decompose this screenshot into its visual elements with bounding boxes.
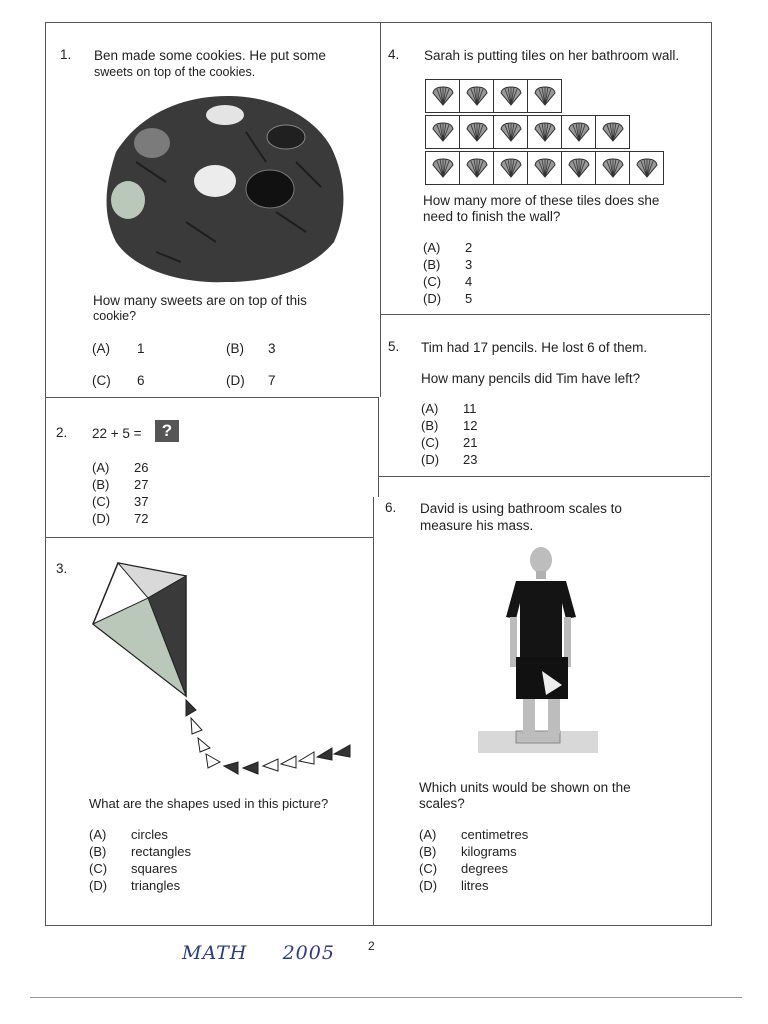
column-divider-mid [378, 397, 379, 497]
option-value: 37 [134, 494, 149, 509]
option-value: triangles [131, 878, 181, 893]
option-key: (A) [423, 240, 441, 255]
option-3c[interactable] [89, 860, 191, 877]
question-4-prompt-line2: need to finish the wall? [423, 209, 561, 224]
option-2d[interactable] [92, 510, 148, 527]
option-value: 3 [465, 257, 473, 272]
option-key: (A) [89, 827, 107, 842]
page-number: 2 [368, 939, 375, 953]
option-2c[interactable] [92, 493, 148, 510]
option-1a-key[interactable]: (A) [92, 341, 110, 356]
option-1d-key[interactable]: (D) [226, 373, 245, 388]
question-4-number: 4. [388, 47, 400, 62]
question-1-number: 1. [60, 47, 72, 62]
question-6-options [419, 826, 528, 894]
option-2a[interactable] [92, 459, 148, 476]
option-6a[interactable] [419, 826, 528, 843]
option-key: (B) [423, 257, 441, 272]
option-key: (A) [421, 401, 439, 416]
question-6-text-line2: measure his mass. [420, 518, 534, 533]
option-2b[interactable] [92, 476, 148, 493]
option-value: 72 [134, 511, 149, 526]
option-value: 21 [463, 435, 478, 450]
footer-rule [30, 997, 742, 998]
column-divider-bottom [373, 497, 374, 925]
question-5-options [421, 400, 477, 468]
shell-tile-icon [527, 79, 562, 113]
tile-row [425, 151, 663, 187]
option-1c-value: 6 [137, 373, 145, 388]
option-5a[interactable] [421, 400, 477, 417]
shell-tile-icon [561, 115, 596, 149]
shell-tile-icon [425, 151, 460, 185]
option-key: (B) [421, 418, 439, 433]
question-1-text-line1: Ben made some cookies. He put some [94, 48, 326, 63]
cookie-image [96, 92, 350, 286]
question-2-expression: 22 + 5 = [92, 426, 142, 441]
option-4a[interactable] [423, 239, 472, 256]
option-6d[interactable] [419, 877, 528, 894]
tile-wall [425, 79, 663, 187]
question-2-number: 2. [56, 425, 68, 440]
option-key: (B) [89, 844, 107, 859]
option-value: degrees [461, 861, 508, 876]
option-value: 23 [463, 452, 478, 467]
option-value: centimetres [461, 827, 529, 842]
option-key: (C) [419, 861, 438, 876]
option-4c[interactable] [423, 273, 472, 290]
option-1c-key[interactable]: (C) [92, 373, 111, 388]
option-5d[interactable] [421, 451, 477, 468]
option-key: (D) [89, 878, 108, 893]
option-value: 5 [465, 291, 473, 306]
shell-tile-icon [595, 115, 630, 149]
question-5-text: Tim had 17 pencils. He lost 6 of them. [421, 340, 648, 355]
question-2-answer-box: ? [155, 420, 179, 442]
shell-tile-icon [527, 151, 562, 185]
question-4-options [423, 239, 472, 307]
question-6-prompt-line1: Which units would be shown on the [419, 780, 631, 795]
shell-tile-icon [493, 115, 528, 149]
option-1d-value: 7 [268, 373, 276, 388]
option-key: (D) [419, 878, 438, 893]
shell-tile-icon [527, 115, 562, 149]
option-3b[interactable] [89, 843, 191, 860]
option-value: circles [131, 827, 168, 842]
option-value: 27 [134, 477, 149, 492]
option-6c[interactable] [419, 860, 528, 877]
shell-tile-icon [493, 79, 528, 113]
option-key: (B) [419, 844, 437, 859]
shell-tile-icon [595, 151, 630, 185]
tile-row [425, 115, 663, 151]
option-key: (A) [419, 827, 437, 842]
column-divider-top [380, 22, 381, 397]
divider-q1-q2 [45, 397, 378, 398]
option-1b-key[interactable]: (B) [226, 341, 244, 356]
question-4-prompt-line1: How many more of these tiles does she [423, 193, 660, 208]
divider-q2-q3 [45, 537, 373, 538]
option-value: rectangles [131, 844, 191, 859]
shell-tile-icon [493, 151, 528, 185]
option-3a[interactable] [89, 826, 191, 843]
option-value: kilograms [461, 844, 517, 859]
option-key: (A) [92, 460, 110, 475]
shell-tile-icon [459, 151, 494, 185]
option-value: squares [131, 861, 178, 876]
divider-q5-q6 [378, 476, 710, 477]
shell-tile-icon [459, 115, 494, 149]
question-3-prompt: What are the shapes used in this picture? [89, 796, 329, 811]
question-1-prompt-line2: cookie? [93, 309, 137, 323]
option-value: 26 [134, 460, 149, 475]
kite-image [88, 558, 358, 780]
option-value: 11 [463, 401, 477, 416]
option-6b[interactable] [419, 843, 528, 860]
option-key: (B) [92, 477, 110, 492]
option-5b[interactable] [421, 417, 477, 434]
question-1-prompt-line1: How many sweets are on top of this [93, 293, 307, 308]
question-5-prompt: How many pencils did Tim have left? [421, 371, 641, 386]
shell-tile-icon [629, 151, 664, 185]
option-value: 2 [465, 240, 473, 255]
handwritten-note: MATH 2005 [182, 942, 335, 964]
option-4b[interactable] [423, 256, 472, 273]
option-key: (C) [421, 435, 440, 450]
question-3-options [89, 826, 191, 894]
option-value: 4 [465, 274, 473, 289]
option-1b-value: 3 [268, 341, 276, 356]
option-value: litres [461, 878, 489, 893]
option-key: (D) [423, 291, 442, 306]
option-value: 12 [463, 418, 478, 433]
shell-tile-icon [425, 79, 460, 113]
option-key: (D) [421, 452, 440, 467]
question-5-number: 5. [388, 339, 400, 354]
option-key: (C) [89, 861, 108, 876]
tile-row [425, 79, 663, 115]
shell-tile-icon [561, 151, 596, 185]
option-key: (C) [92, 494, 111, 509]
option-key: (C) [423, 274, 442, 289]
option-3d[interactable] [89, 877, 191, 894]
question-6-text-line1: David is using bathroom scales to [420, 501, 622, 516]
question-6-number: 6. [385, 500, 397, 515]
shell-tile-icon [425, 115, 460, 149]
question-2-options [92, 459, 148, 527]
divider-q4-q5 [380, 314, 710, 315]
option-key: (D) [92, 511, 111, 526]
option-1a-value: 1 [137, 341, 145, 356]
option-5c[interactable] [421, 434, 477, 451]
question-6-prompt-line2: scales? [419, 796, 465, 811]
boy-on-scales-image [476, 545, 602, 757]
question-4-text: Sarah is putting tiles on her bathroom wall. [424, 48, 680, 63]
shell-tile-icon [459, 79, 494, 113]
question-3-number: 3. [56, 561, 68, 576]
option-4d[interactable] [423, 290, 472, 307]
question-1-text-line2: sweets on top of the cookies. [94, 65, 256, 79]
